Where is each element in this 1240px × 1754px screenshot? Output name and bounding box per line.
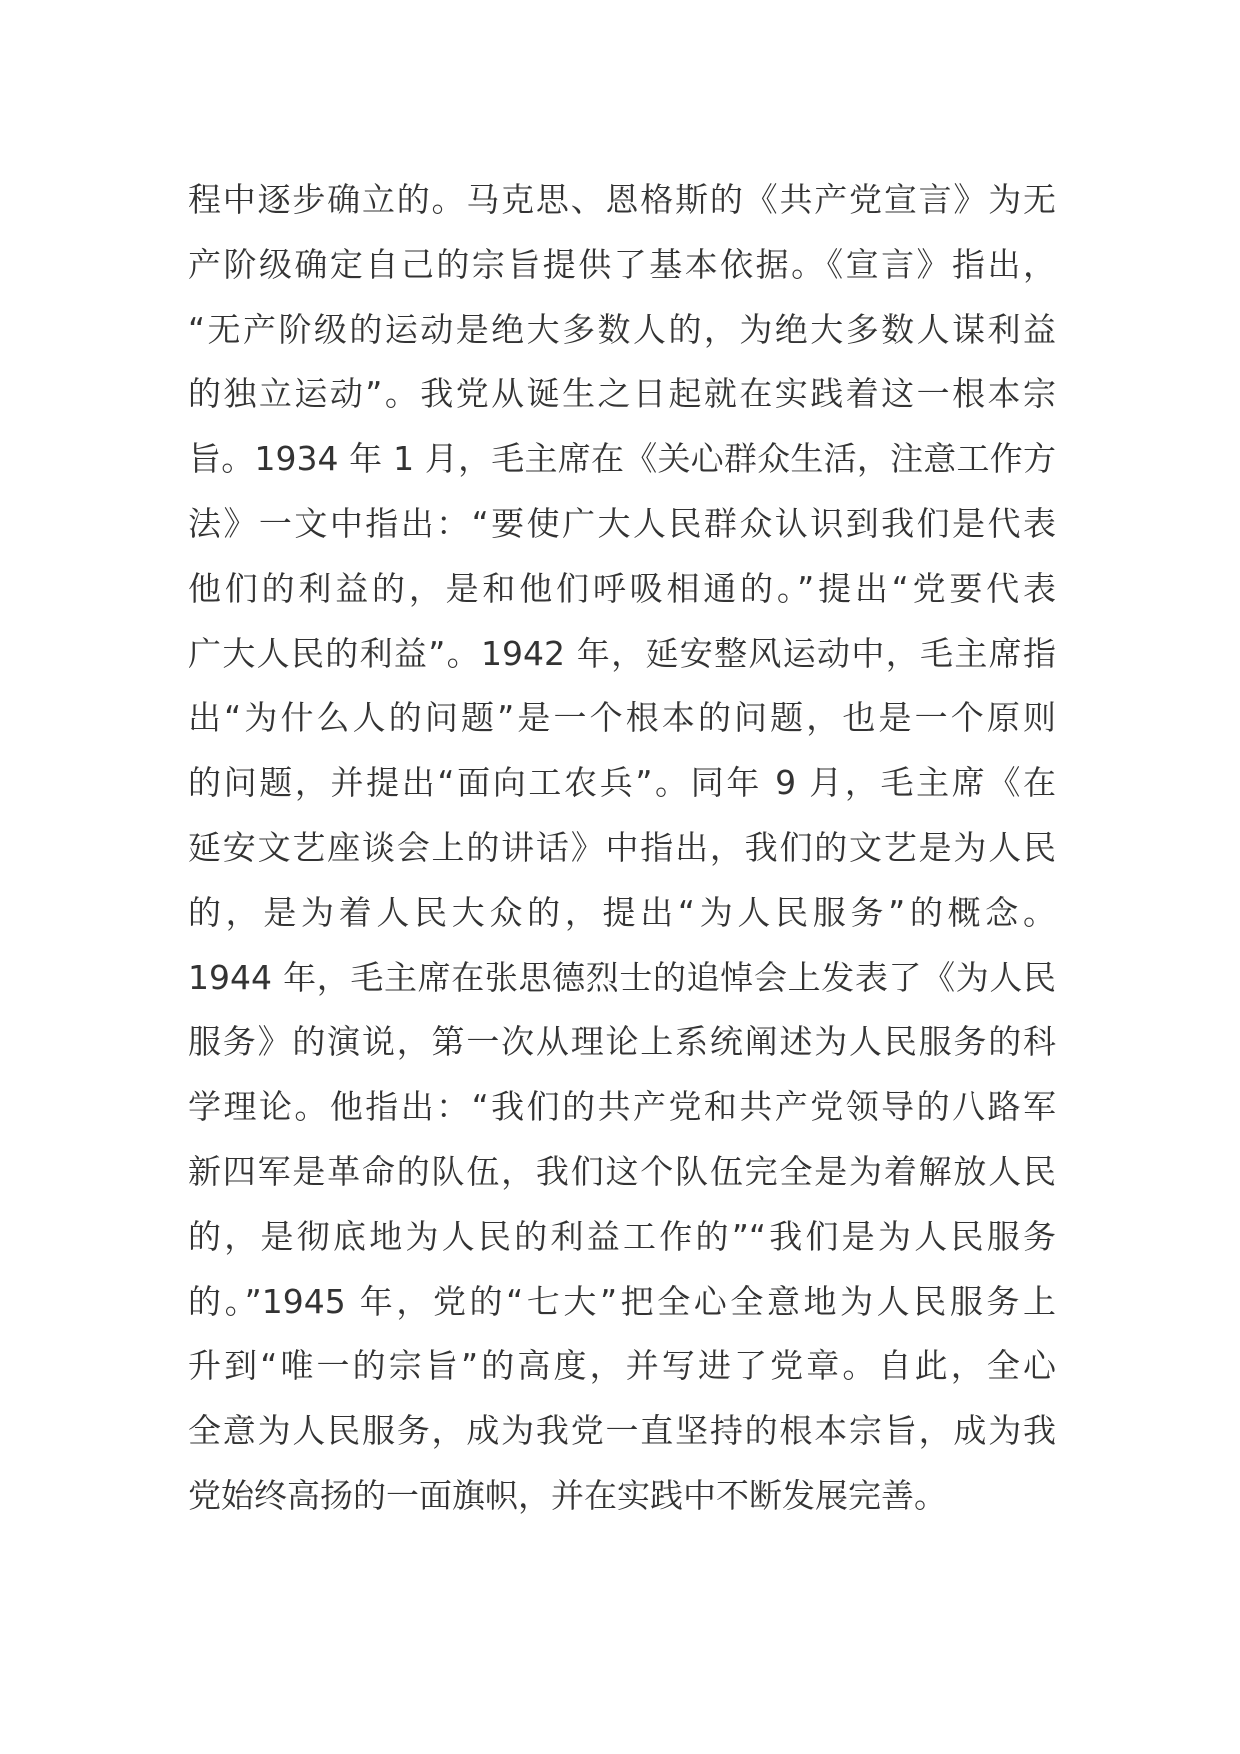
text-line: 法》一文中指出：“要使广大人民群众认识到我们是代表 — [188, 503, 1056, 543]
text-line: 产阶级确定自己的宗旨提供了基本依据。《宣言》指出， — [188, 244, 1056, 284]
text-line: “无产阶级的运动是绝大多数人的，为绝大多数人谋利益 — [188, 309, 1056, 349]
text-line: 出“为什么人的问题”是一个根本的问题，也是一个原则 — [188, 698, 1056, 738]
text-line: 程中逐步确立的。马克思、恩格斯的《共产党宣言》为无 — [188, 180, 1056, 219]
text-line: 全意为人民服务，成为我党一直坚持的根本宗旨，成为我 — [188, 1411, 1056, 1451]
text-line: 他们的利益的，是和他们呼吸相通的。”提出“党要代表 — [188, 568, 1056, 608]
body-paragraph — [188, 168, 1056, 1529]
text-line: 党始终高扬的一面旗帜，并在实践中不断发展完善。 — [188, 1475, 947, 1515]
text-line: 旨。1934 年 1 月，毛主席在《关心群众生活，注意工作方 — [188, 439, 1056, 479]
text-line: 的独立运动”。我党从诞生之日起就在实践着这一根本宗 — [188, 374, 1056, 414]
text-line: 的，是彻底地为人民的利益工作的”“我们是为人民服务 — [188, 1216, 1056, 1256]
text-line: 的问题，并提出“面向工农兵”。同年 9 月，毛主席《在 — [188, 763, 1056, 803]
text-line: 学理论。他指出：“我们的共产党和共产党领导的八路军 — [188, 1087, 1056, 1127]
text-line: 延安文艺座谈会上的讲话》中指出，我们的文艺是为人民 — [188, 827, 1056, 867]
text-line: 广大人民的利益”。1942 年，延安整风运动中，毛主席指 — [188, 633, 1056, 673]
text-line: 新四军是革命的队伍，我们这个队伍完全是为着解放人民 — [188, 1151, 1056, 1191]
text-line: 的，是为着人民大众的，提出“为人民服务”的概念。 — [188, 892, 1056, 932]
text-line: 1944 年，毛主席在张思德烈士的追悼会上发表了《为人民 — [188, 957, 1056, 997]
text-line: 服务》的演说，第一次从理论上系统阐述为人民服务的科 — [188, 1022, 1056, 1062]
text-line: 升到“唯一的宗旨”的高度，并写进了党章。自此，全心 — [188, 1346, 1056, 1386]
text-line: 的。”1945 年，党的“七大”把全心全意地为人民服务上 — [188, 1281, 1056, 1321]
